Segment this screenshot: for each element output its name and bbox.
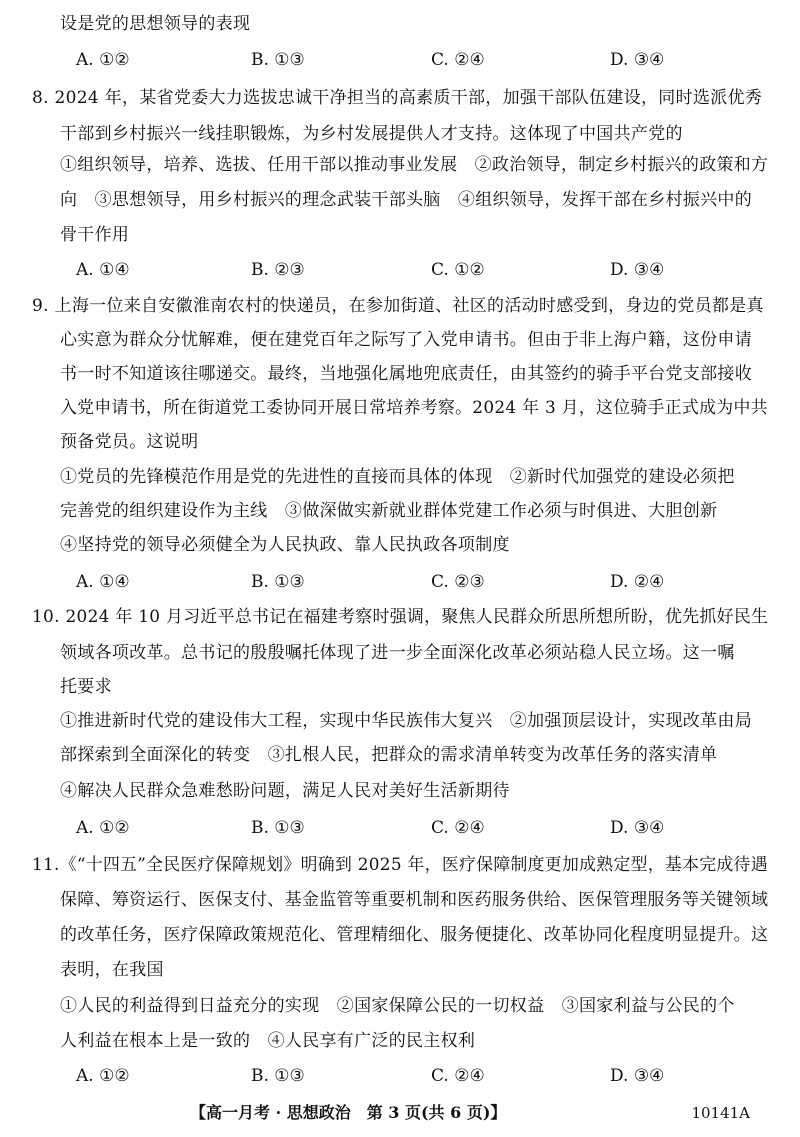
q9-choice-b: B. ①③: [251, 572, 305, 592]
q10-choice-c: C. ②④: [431, 818, 485, 838]
q11-choice-d: D. ③④: [610, 1066, 665, 1086]
q11-line: 保障、筹资运行、医保支付、基金监管等重要机制和医药服务供给、医保管理服务等关键领域: [60, 890, 769, 910]
q11-line: 人利益在根本上是一致的 ④人民享有广泛的民主权利: [60, 1031, 476, 1051]
q7-choice-d: D. ③④: [610, 50, 665, 70]
q7-choice-c: C. ②④: [431, 50, 485, 70]
q11-choice-a: A. ①②: [76, 1066, 130, 1086]
q9-line: ④坚持党的领导必须健全为人民执政、靠人民执政各项制度: [60, 535, 510, 555]
q10-choice-b: B. ①③: [251, 818, 305, 838]
q8-line: ①组织领导，培养、选拔、任用干部以推动事业发展 ②政治领导，制定乡村振兴的政策和方: [60, 155, 769, 175]
q10-line: ④解决人民群众急难愁盼问题，满足人民对美好生活新期待: [60, 781, 510, 801]
q9-choice-a: A. ①④: [76, 572, 130, 592]
q8-line: 骨干作用: [60, 225, 130, 245]
q8-choice-a: A. ①④: [76, 260, 130, 280]
q10-line: 托要求: [60, 677, 112, 697]
q9-line: 预备党员。这说明: [60, 432, 199, 452]
q9-line: 书一时不知道该往哪递交。最终，当地强化属地兜底责任，由其签约的骑手平台党支部接收: [60, 364, 752, 384]
footer-title: 【高一月考 · 思想政治 第 3 页(共 6 页)】: [190, 1103, 507, 1122]
q9-line: 心实意为群众分忧解难，便在建党百年之际写了入党申请书。但由于非上海户籍，这份申请: [60, 330, 752, 350]
q9-choices: [0, 570, 800, 594]
q10-line: 10. 2024 年 10 月习近平总书记在福建考察时强调，聚焦人民群众所思所想所盼，优先抓好民生: [32, 607, 769, 627]
q8-line: 干部到乡村振兴一线挂职锻炼，为乡村发展提供人才支持。这体现了中国共产党的: [60, 124, 683, 144]
q10-choices: [0, 816, 800, 840]
q10-line: ①推进新时代党的建设伟大工程，实现中华民族伟大复兴 ②加强顶层设计，实现改革由局: [60, 711, 752, 731]
q9-line: 完善党的组织建设作为主线 ③做深做实新就业群体党建工作必须与时俱进、大胆创新: [60, 501, 718, 521]
q7-choices: [0, 48, 800, 72]
q7-choice-b: B. ①③: [251, 50, 305, 70]
q9-line: 9. 上海一位来自安徽淮南农村的快递员，在参加街道、社区的活动时感受到，身边的党员都是真: [32, 296, 764, 316]
q8-line: 8. 2024 年，某省党委大力选拔忠诚干净担当的高素质干部，加强干部队伍建设，同时选派优秀: [32, 88, 763, 108]
q9-line: 入党申请书，所在街道党工委协同开展日常培养考察。2024 年 3 月，这位骑手正式成为中共: [60, 398, 768, 418]
q8-choice-c: C. ①②: [431, 260, 485, 280]
q10-choice-d: D. ③④: [610, 818, 665, 838]
q11-line: 表明，在我国: [60, 960, 164, 980]
q10-line: 部探索到全面深化的转变 ③扎根人民，把群众的需求清单转变为改革任务的落实清单: [60, 745, 718, 765]
footer-code: 10141A: [691, 1104, 750, 1122]
q11-choice-b: B. ①③: [251, 1066, 305, 1086]
q8-choice-b: B. ②③: [251, 260, 305, 280]
q10-line: 领域各项改革。总书记的殷殷嘱托体现了进一步全面深化改革必须站稳人民立场。这一嘱: [60, 643, 735, 663]
q11-choice-c: C. ②④: [431, 1066, 485, 1086]
q9-choice-c: C. ②③: [431, 572, 485, 592]
q8-line: 向 ③思想领导，用乡村振兴的理念武装干部头脑 ④组织领导，发挥干部在乡村振兴中的: [60, 190, 752, 210]
q11-choices: [0, 1064, 800, 1088]
q11-line: ①人民的利益得到日益充分的实现 ②国家保障公民的一切权益 ③国家利益与公民的个: [60, 996, 735, 1016]
q11-line: 的改革任务，医疗保障政策规范化、管理精细化、服务便捷化、改革协同化程度明显提升。这: [60, 925, 769, 945]
q9-choice-d: D. ②④: [610, 572, 665, 592]
q8-choices: [0, 258, 800, 282]
page-footer: [0, 1100, 800, 1126]
q8-choice-d: D. ③④: [610, 260, 665, 280]
q7-tail: 设是党的思想领导的表现: [60, 14, 251, 34]
q9-line: ①党员的先锋模范作用是党的先进性的直接而具体的体现 ②新时代加强党的建设必须把: [60, 467, 735, 487]
q11-line: 11.《“十四五”全民医疗保障规划》明确到 2025 年，医疗保障制度更加成熟定型，基本完成待遇: [32, 855, 768, 875]
q7-choice-a: A. ①②: [76, 50, 130, 70]
q10-choice-a: A. ①②: [76, 818, 130, 838]
